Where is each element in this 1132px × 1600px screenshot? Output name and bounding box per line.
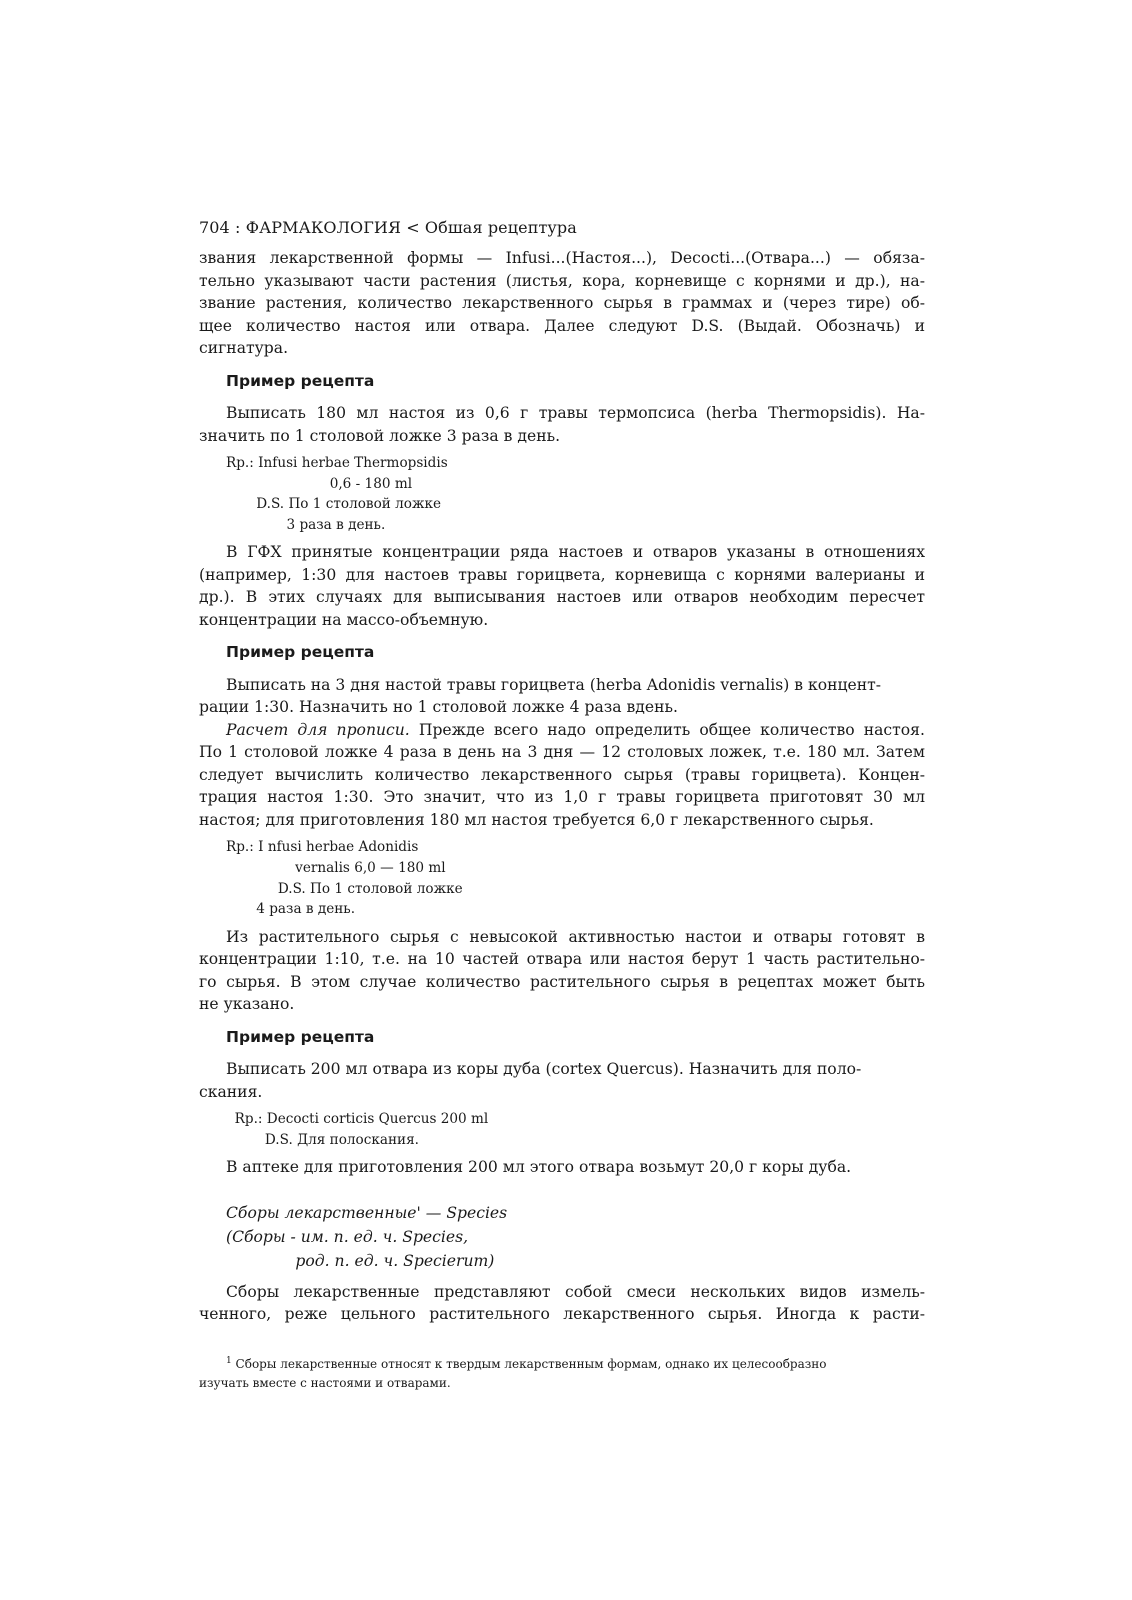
- text-line: Выписать на 3 дня настой травы горицвета (herba Adonidis vernalis) в концент-: [226, 675, 882, 694]
- species-line: (Сборы - им. п. ед. ч. Species,: [226, 1227, 469, 1246]
- text-line: концентрации 1:10, т.е. на 10 частей отвара или настоя берут 1 часть растительно-: [199, 950, 925, 969]
- prescription-line: D.S. По 1 столовой ложке: [226, 496, 442, 513]
- text-line: значить по 1 столовой ложке 3 раза в день.: [199, 426, 561, 445]
- footnote-line: [199, 1352, 859, 1374]
- section-heading: Пример рецепта: [226, 643, 375, 662]
- prescription-block: [226, 1109, 925, 1150]
- running-header: 704 : ФАРМАКОЛОГИЯ < Обшая рецептура: [199, 218, 577, 237]
- species-line: Сборы лекарственные' — Species: [226, 1203, 508, 1222]
- prescription-block: [226, 837, 925, 919]
- prescription-line: vernalis 6,0 — 180 ml: [226, 859, 446, 876]
- text-line: го сырья. В этом случае количество растительного сырья в рецептах может быть: [199, 972, 925, 991]
- prescription-line: Rp.: Decocti corticis Quercus 200 ml: [226, 1111, 489, 1128]
- section-heading: Пример рецепта: [226, 1027, 375, 1046]
- text-line: др.). В этих случаях для выписывания настоев или отваров необходим пересчет: [199, 588, 925, 607]
- species-subheading: [226, 1201, 925, 1273]
- text-line: В аптеке для приготовления 200 мл этого отвара возьмут 20,0 г коры дуба.: [226, 1158, 852, 1177]
- text-line: Выписать 180 мл настоя из 0,6 г травы термопсиса (herba Thermopsidis). На-: [226, 404, 925, 422]
- text-line: По 1 столовой ложке 4 раза в день на 3 дня — 12 столовых ложек, т.е. 180 мл. Затем: [199, 743, 925, 762]
- calc-text: Прежде всего надо определить общее количество настоя.: [409, 720, 925, 739]
- footnote-text: Сборы лекарственные относят к твердым лекарственным формам, однако их целесообразно: [231, 1357, 827, 1371]
- prescription-line: 3 раза в день.: [226, 516, 386, 533]
- text-line: ченного, реже цельного растительного лекарственного сырья. Иногда к расти-: [199, 1305, 925, 1324]
- prescription-line: D.S. По 1 столовой ложке: [226, 880, 463, 897]
- text-line: звание растения, количество лекарственного сырья в граммах и (через тире) об-: [199, 294, 925, 312]
- section-heading: Пример рецепта: [226, 371, 375, 390]
- prescription-block: [226, 453, 925, 535]
- text-line: следует вычислить количество лекарственного сырья (травы горицвета). Концен-: [199, 765, 925, 784]
- text-line: настоя; для приготовления 180 мл настоя требуется 6,0 г лекарственного сырья.: [199, 810, 874, 829]
- footnote: [199, 1352, 859, 1393]
- text-line: Выписать 200 мл отвара из коры дуба (cortex Quercus). Назначить для поло-: [226, 1060, 862, 1079]
- text-line: (например, 1:30 для настоев травы горицвета, корневища с корнями валерианы и: [199, 565, 925, 584]
- text-line: тельно указывают части растения (листья, кора, корневище с корнями и др.), на-: [199, 271, 925, 290]
- text-line: скания.: [199, 1082, 263, 1101]
- prescription-line: 4 раза в день.: [226, 901, 356, 918]
- text-line: рации 1:30. Назначить но 1 столовой ложке 4 раза вдень.: [199, 698, 678, 717]
- prescription-line: Rp.: I nfusi herbae Adonidis: [226, 839, 419, 856]
- prescription-line: D.S. Для полоскания.: [226, 1131, 419, 1148]
- text-line: В ГФХ принятые концентрации ряда настоев и отваров указаны в отношениях: [226, 543, 925, 562]
- text-line: не указано.: [199, 995, 295, 1014]
- footnote-mark: 1: [226, 1356, 232, 1366]
- text-line: Из растительного сырья с невысокой активностью настои и отвары готовят в: [226, 927, 925, 946]
- calc-label: Расчет для прописи.: [226, 720, 410, 739]
- text-line: концентрации на массо-объемную.: [199, 610, 489, 629]
- text-line: Сборы лекарственные представляют собой смеси нескольких видов измель-: [226, 1282, 925, 1301]
- text-line: звания лекарственной формы — Infusi...(Настоя...), Decocti...(Отвара...) — обяза-: [199, 249, 925, 267]
- species-line: род. п. ед. ч. Specierum): [226, 1251, 495, 1270]
- prescription-line: 0,6 - 180 ml: [226, 475, 413, 492]
- text-line: [199, 719, 925, 742]
- footnote-line: изучать вместе с настоями и отварами.: [199, 1376, 451, 1390]
- text-line: трация настоя 1:30. Это значит, что из 1,0 г травы горицвета приготовят 30 мл: [199, 788, 925, 807]
- page-body: [199, 247, 925, 1326]
- prescription-line: Rp.: Infusi herbae Thermopsidis: [226, 455, 448, 471]
- text-line: щее количество настоя или отвара. Далее следуют D.S. (Выдай. Обозначь) и: [199, 316, 925, 335]
- text-line: сигнатура.: [199, 339, 289, 357]
